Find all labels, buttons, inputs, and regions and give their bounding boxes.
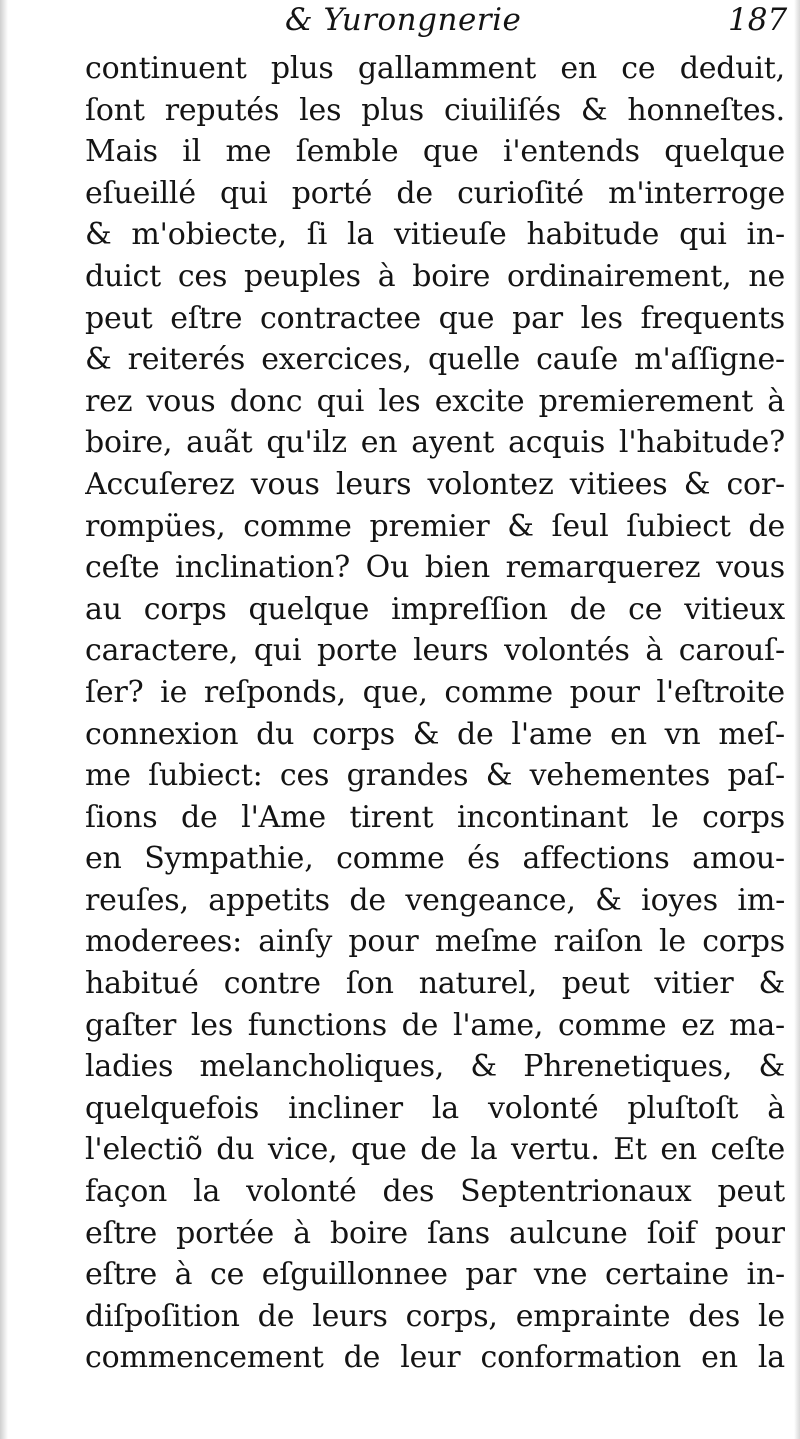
text-line: habitué contre ſon naturel, peut vitier &: [85, 966, 785, 1002]
text-line: Mais il me ſemble que i'entends quelque: [85, 134, 785, 170]
running-title: & Yurongnerie: [285, 2, 522, 38]
text-line: Accuſerez vous leurs volontez vitiees & cor-: [85, 466, 785, 502]
text-line: rez vous donc qui les excite premierement à: [85, 383, 785, 419]
text-line: continuent plus gallamment en ce deduit,: [85, 51, 785, 86]
text-line: peut eſtre contractee que par les frequents: [85, 300, 785, 336]
page-gutter-right: [794, 0, 800, 1439]
text-line: l'electiõ du vice, que de la vertu. Et en ceſte: [85, 1132, 785, 1168]
text-line: me ſubiect: ces grandes & vehementes paſ-: [85, 758, 785, 794]
text-line: façon la volonté des Septentrionaux peut: [85, 1174, 785, 1210]
text-line: moderees: ainſy pour meſme raiſon le corps: [85, 924, 785, 960]
text-line: au corps quelque impreſſion de ce vitieux: [85, 591, 785, 627]
text-line: & m'obiecte, ſi la vitieuſe habitude qui in-: [85, 217, 785, 253]
text-line: duict ces peuples à boire ordinairement, ne: [85, 258, 785, 294]
text-line: boire, auãt qu'ilz en ayent acquis l'habitude?: [85, 425, 785, 461]
running-head: [0, 2, 800, 42]
text-line: connexion du corps & de l'ame en vn meſ-: [85, 716, 785, 752]
text-line: caractere, qui porte leurs volontés à carouſ-: [85, 633, 785, 669]
text-line: ſer? ie reſponds, que, comme pour l'eſtroite: [85, 674, 785, 710]
text-line: rompües, comme premier & ſeul ſubiect de: [85, 508, 785, 544]
text-line: eſueillé qui porté de curioſité m'interroge: [85, 175, 785, 211]
text-line: gaſter les functions de l'ame, comme ez ma-: [85, 1007, 785, 1043]
text-line: en Sympathie, comme és affections amou-: [85, 841, 785, 877]
text-line: eſtre portée à boire ſans aulcune ſoif pour: [85, 1215, 785, 1251]
text-line: ſions de l'Ame tirent incontinant le corps: [85, 799, 785, 835]
page-number: 187: [728, 2, 788, 38]
text-line: & reiterés exercices, quelle cauſe m'aſſigne-: [85, 342, 785, 378]
text-line: ladies melancholiques, & Phrenetiques, &: [85, 1049, 785, 1085]
text-line: quelquefois incliner la volonté pluſtoſt à: [85, 1090, 785, 1126]
text-line: eſtre à ce eſguillonnee par vne certaine in-: [85, 1257, 785, 1293]
body-text: [85, 48, 785, 1379]
text-line: reuſes, appetits de vengeance, & ioyes im-: [85, 882, 785, 918]
page-gutter-left: [0, 0, 8, 1439]
text-line: commencement de leur conformation en la: [85, 1340, 785, 1376]
text-line: diſpoſition de leurs corps, empraintе des le: [85, 1298, 785, 1334]
text-line: ſont reputés les plus ciuiliſés & honneſtes.: [85, 92, 785, 128]
text-line: ceſte inclination? Ou bien remarquerez vous: [85, 550, 785, 586]
